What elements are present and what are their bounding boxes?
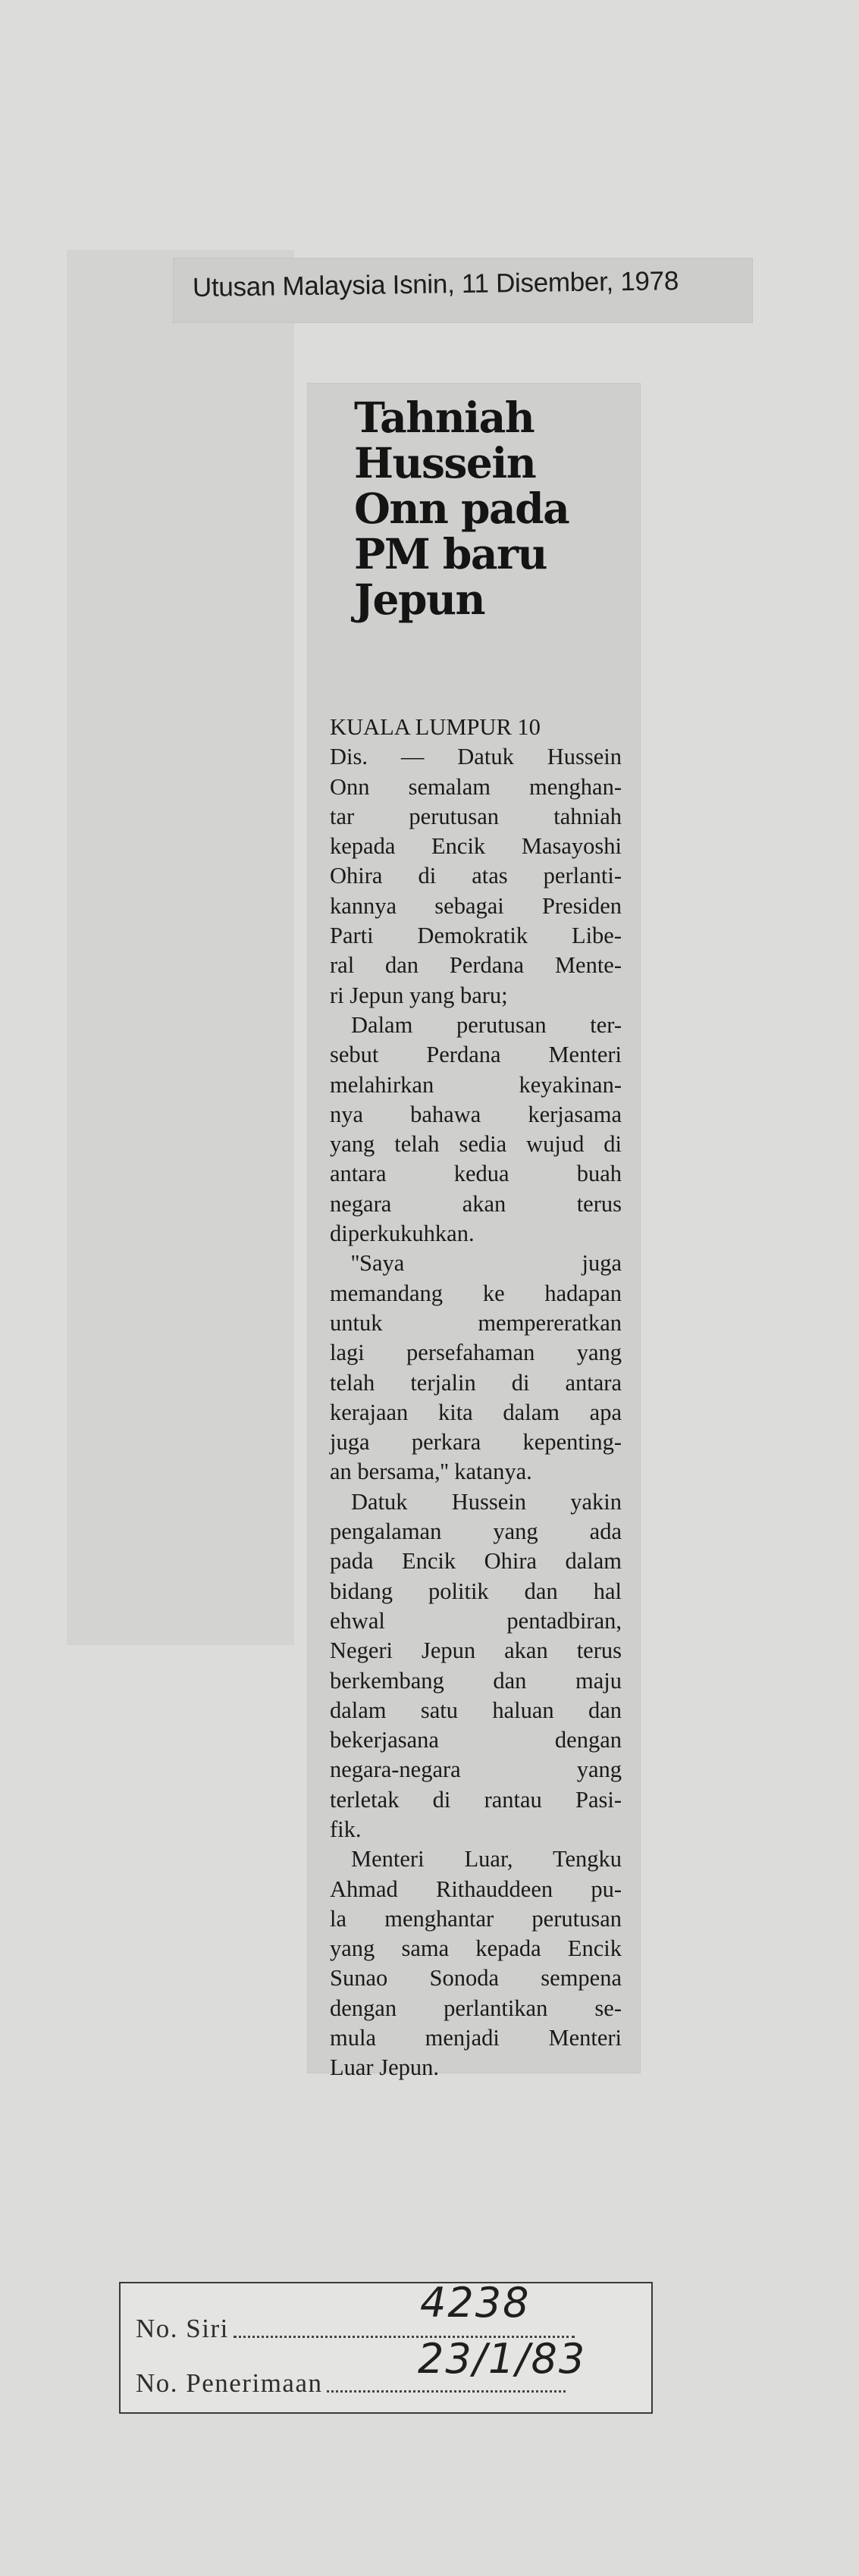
- article-line: sebut Perdana Menteri: [330, 1042, 622, 1068]
- archive-stamp: [119, 2279, 653, 2414]
- article-line: pengalaman yang ada: [330, 1518, 622, 1545]
- article-line: Menteri Luar, Tengku: [351, 1846, 622, 1872]
- article-line: bidang politik dan hal: [330, 1578, 622, 1604]
- article-line: dengan perlantikan se-: [330, 1995, 622, 2021]
- source-label-strip: [173, 258, 753, 323]
- headline-line: Tahniah: [354, 393, 535, 442]
- article-line: Dalam perutusan ter-: [351, 1011, 622, 1038]
- article-line: dalam satu haluan dan: [330, 1697, 622, 1723]
- article-line: yang telah sedia wujud di: [330, 1131, 622, 1158]
- penerimaan-handwritten-value: 23/1/83: [418, 2335, 587, 2383]
- article-line: Parti Demokratik Libe-: [330, 923, 622, 949]
- newspaper-clipping: [307, 383, 641, 2081]
- article-line: telah terjalin di antara: [330, 1369, 622, 1396]
- article-line: Ahmad Rithauddeen pu-: [330, 1876, 622, 1902]
- article-line: terletak di rantau Pasi-: [330, 1786, 622, 1813]
- headline-line: Onn pada: [354, 484, 569, 533]
- article-line: Negeri Jepun akan terus: [330, 1637, 622, 1664]
- background-paper: [67, 250, 294, 1645]
- article-body: [330, 713, 622, 2083]
- article-line: ri Jepun yang baru;: [330, 982, 508, 1008]
- article-line: Luar Jepun.: [330, 2054, 439, 2081]
- penerimaan-label: No. Penerimaan: [136, 2368, 323, 2398]
- article-line: negara akan terus: [330, 1190, 622, 1217]
- article-line: Onn semalam menghan-: [330, 773, 622, 800]
- article-line: pada Encik Ohira dalam: [330, 1548, 622, 1575]
- article-line: ral dan Perdana Mente-: [330, 952, 622, 979]
- article-line: tar perutusan tahniah: [330, 803, 622, 829]
- article-line: yang sama kepada Encik: [330, 1935, 622, 1962]
- article-line: lagi persefahaman yang: [330, 1340, 622, 1366]
- article-line: Datuk Hussein yakin: [351, 1488, 622, 1515]
- source-citation: Utusan Malaysia Isnin, 11 Disember, 1978: [192, 266, 679, 302]
- article-line: untuk mempereratkan: [330, 1309, 622, 1336]
- article-line: kepada Encik Masayoshi: [330, 833, 622, 860]
- article-line: kannya sebagai Presiden: [330, 892, 622, 919]
- article-line: ''Saya juga: [351, 1250, 622, 1277]
- article-line: negara-negara yang: [330, 1757, 622, 1783]
- article-headline: [354, 395, 627, 622]
- article-line: fik.: [330, 1816, 362, 1842]
- article-line: nya bahawa kerjasama: [330, 1101, 622, 1127]
- article-line: an bersama,'' katanya.: [330, 1459, 532, 1485]
- article-line: KUALA LUMPUR 10: [330, 714, 541, 740]
- siri-label: No. Siri: [136, 2314, 229, 2343]
- article-line: la menghantar perutusan: [330, 1905, 622, 1932]
- siri-handwritten-value: 4238: [420, 2279, 531, 2327]
- article-line: berkembang dan maju: [330, 1667, 622, 1694]
- article-line: ehwal pentadbiran,: [330, 1607, 622, 1634]
- article-line: juga perkara kepenting-: [330, 1429, 622, 1456]
- article-line: Ohira di atas perlanti-: [330, 863, 622, 889]
- penerimaan-dotted-line: [327, 2389, 566, 2393]
- article-line: memandang ke hadapan: [330, 1280, 622, 1306]
- article-line: mula menjadi Menteri: [330, 2025, 622, 2051]
- headline-line: PM baru: [354, 529, 547, 578]
- article-line: Dis. — Datuk Hussein: [330, 744, 622, 770]
- headline-line: Hussein: [354, 438, 536, 487]
- article-line: bekerjasana dengan: [330, 1727, 622, 1753]
- article-line: Sunao Sonoda sempena: [330, 1965, 622, 1992]
- article-line: melahirkan keyakinan-: [330, 1071, 622, 1098]
- headline-line: Jepun: [354, 575, 484, 624]
- article-line: diperkukuhkan.: [330, 1221, 475, 1247]
- article-line: kerajaan kita dalam apa: [330, 1399, 622, 1425]
- article-line: antara kedua buah: [330, 1161, 622, 1187]
